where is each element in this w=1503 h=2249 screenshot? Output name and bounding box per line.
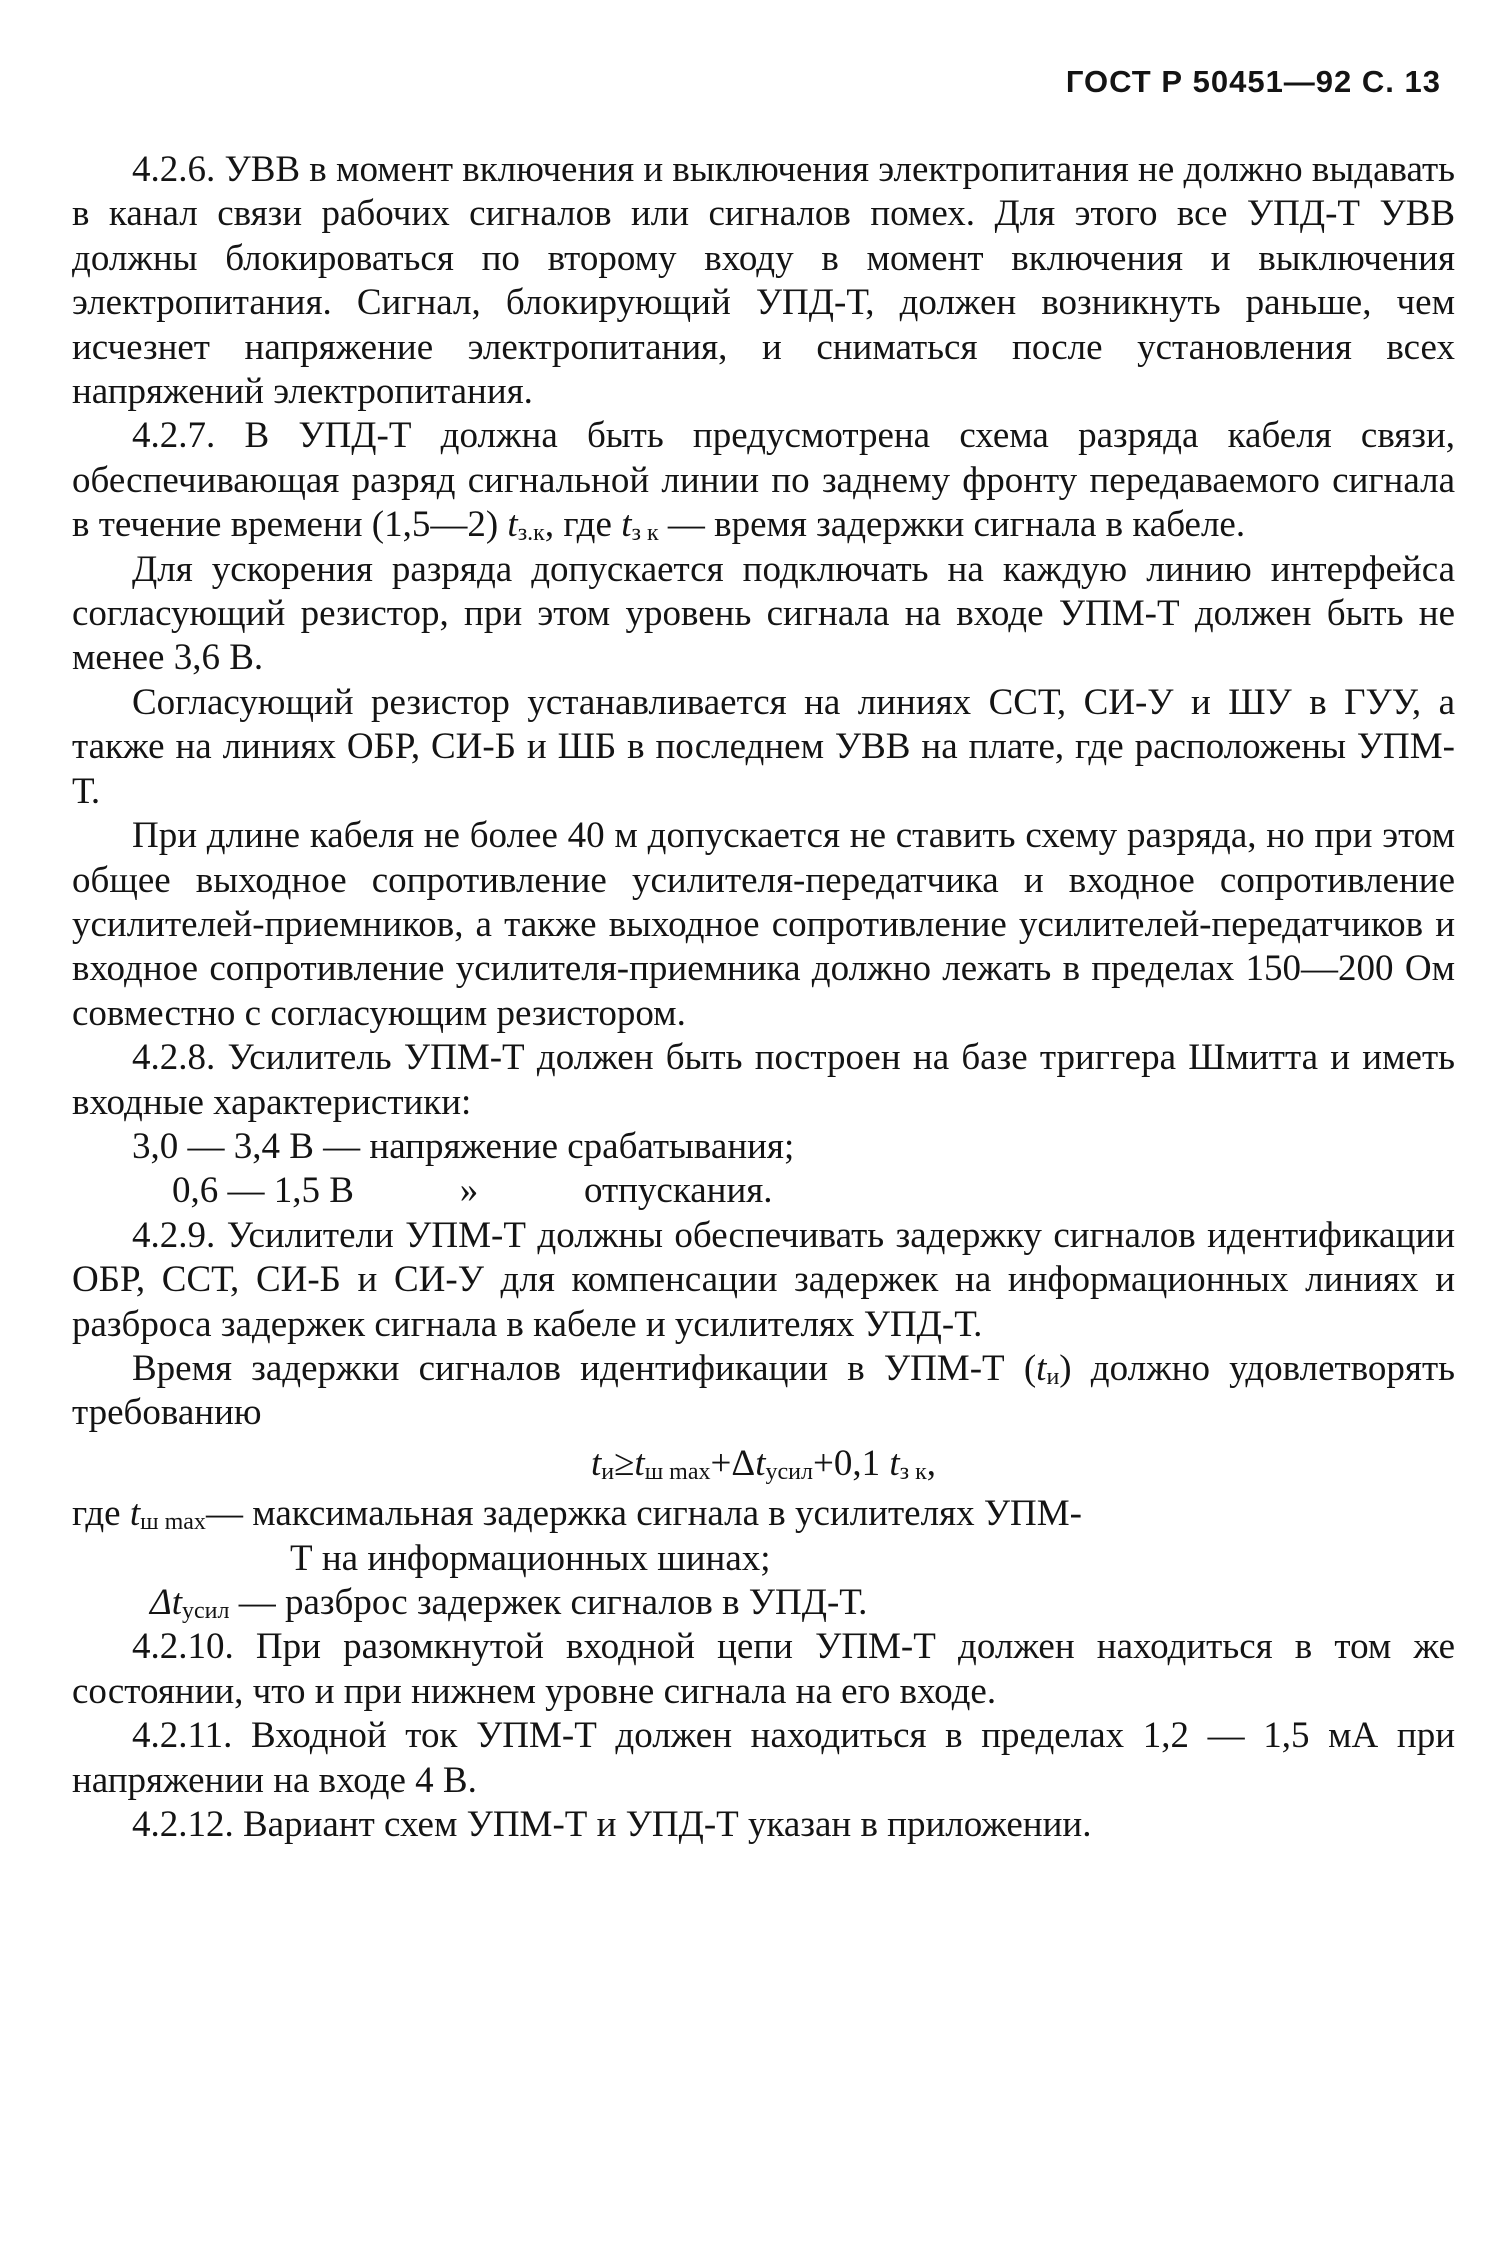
symbol-t: t <box>507 504 518 546</box>
formula-symbol: t <box>889 1442 900 1484</box>
paragraph-resistor: Согласующий резистор устанавливается на линиях ССТ, СИ-У и ШУ в ГУУ, а также на линиях ОБР, СИ-Б и ШБ в последнем УВВ на плате, где расположены УПМ-Т. <box>72 681 1455 812</box>
text-run: — время задержки сигнала в кабеле. <box>658 504 1246 546</box>
text-run: 4.2.7. В УПД-Т должна быть предусмотрена схема разряда кабеля связи, обеспечивающая разряд сигнальной линии по заднему фронту передаваемого сигнала в течение времени (1,5—2) <box>72 415 1455 546</box>
formula-punctuation: , <box>926 1442 936 1484</box>
subscript: усил <box>182 1598 230 1624</box>
text-run: Время задержки сигналов идентификации в УПМ-Т ( <box>132 1347 1037 1389</box>
symbol-t: t <box>129 1493 141 1535</box>
symbol-t: t <box>1036 1347 1047 1389</box>
formula-subscript: з к <box>899 1458 927 1485</box>
formula-symbol: t <box>634 1442 645 1484</box>
symbol-t: t <box>621 504 632 546</box>
subscript: з.к <box>517 520 545 547</box>
release-text: отпускания. <box>583 1170 773 1212</box>
formula-operator: ≥ <box>614 1442 635 1484</box>
subscript: ш max <box>140 1509 206 1536</box>
page-header: ГОСТ Р 50451—92 С. 13 <box>1065 64 1441 99</box>
document-body <box>72 148 1455 1847</box>
symbol-delta-t: Δt <box>150 1582 182 1623</box>
definition-text: — разброс задержек сигналов в УПД-Т. <box>229 1582 868 1623</box>
paragraph-4-2-12: 4.2.12. Вариант схем УПМ-Т и УПД-Т указан в приложении. <box>132 1804 1092 1846</box>
release-voltage-value: 0,6 — 1,5 В <box>172 1170 354 1212</box>
characteristic-trigger-voltage: 3,0 — 3,4 В — напряжение срабатывания; <box>132 1125 795 1167</box>
paragraph-4-2-6: 4.2.6. УВВ в момент включения и выключения электропитания не должно выдавать в канал связи рабочих сигналов или сигналов помех. Для этого все УПД-Т УВВ должны блокироваться по второму входу в момент включения и выключения электропитания. Сигнал, блокирующий УПД-Т, должен возникнуть раньше, чем исчезнет напряжение электропитания, и сниматься после установления всех напряжений электропитания. <box>72 149 1455 413</box>
paragraph-4-2-11: 4.2.11. Входной ток УПМ-Т должен находиться в пределах 1,2 — 1,5 мА при напряжении на входе 4 В. <box>72 1715 1455 1801</box>
definition-text: — максимальная задержка сигнала в усилителях УПМ- <box>205 1493 1082 1535</box>
formula-subscript: усил <box>765 1458 813 1485</box>
text-run: ) должно удовлетворять требованию <box>72 1347 1455 1434</box>
paragraph-4-2-9: 4.2.9. Усилители УПМ-Т должны обеспечивать задержку сигналов идентификации ОБР, ССТ, СИ-Б и СИ-У для компенсации задержек на информационных линиях и разброса задержек сигнала в кабеле и усилителях УПД-Т. <box>72 1214 1455 1345</box>
definition-delta-t-usil <box>72 1581 1455 1625</box>
formula-symbol: t <box>590 1442 602 1484</box>
definition-term <box>72 1492 206 1536</box>
ditto-mark: » <box>459 1170 479 1212</box>
text-run: где <box>72 1493 130 1535</box>
paragraph-cable-length: При длине кабеля не более 40 м допускается не ставить схему разряда, но при этом общее выходное сопротивление усилителя-передатчика и входное сопротивление усилителей-приемников, а также выходное сопротивление усилителей-передатчиков и входное сопротивление усилителя-приемника должно лежать в пределах 150—200 Ом совместно с согласующим резистором. <box>72 815 1455 1034</box>
formula-operator: +Δ <box>710 1442 756 1484</box>
formula-subscript: ш max <box>644 1458 711 1485</box>
formula-operator: +0,1 <box>812 1442 890 1484</box>
paragraph-4-2-8: 4.2.8. Усилитель УПМ-Т должен быть построен на базе триггера Шмитта и иметь входные характеристики: <box>72 1037 1455 1123</box>
definition-t-sh-max-continued: Т на информационных шинах; <box>290 1537 771 1579</box>
paragraph-acceleration: Для ускорения разряда допускается подключать на каждую линию интерфейса согласующий резистор, при этом уровень сигнала на входе УПМ-Т должен быть не менее 3,6 В. <box>72 548 1455 679</box>
delay-formula <box>72 1442 1455 1486</box>
definition-t-sh-max <box>72 1492 1455 1536</box>
paragraph-delay-time <box>72 1347 1455 1436</box>
formula-subscript: и <box>601 1458 615 1485</box>
text-run: , где <box>544 504 622 546</box>
paragraph-4-2-7 <box>72 414 1455 547</box>
paragraph-4-2-10: 4.2.10. При разомкнутой входной цепи УПМ-Т должен находиться в том же состоянии, что и при нижнем уровне сигнала на его входе. <box>72 1626 1455 1712</box>
characteristic-release-voltage <box>72 1169 1455 1213</box>
formula-symbol: t <box>755 1442 766 1484</box>
subscript: з к <box>631 520 659 547</box>
subscript: и <box>1046 1363 1060 1390</box>
